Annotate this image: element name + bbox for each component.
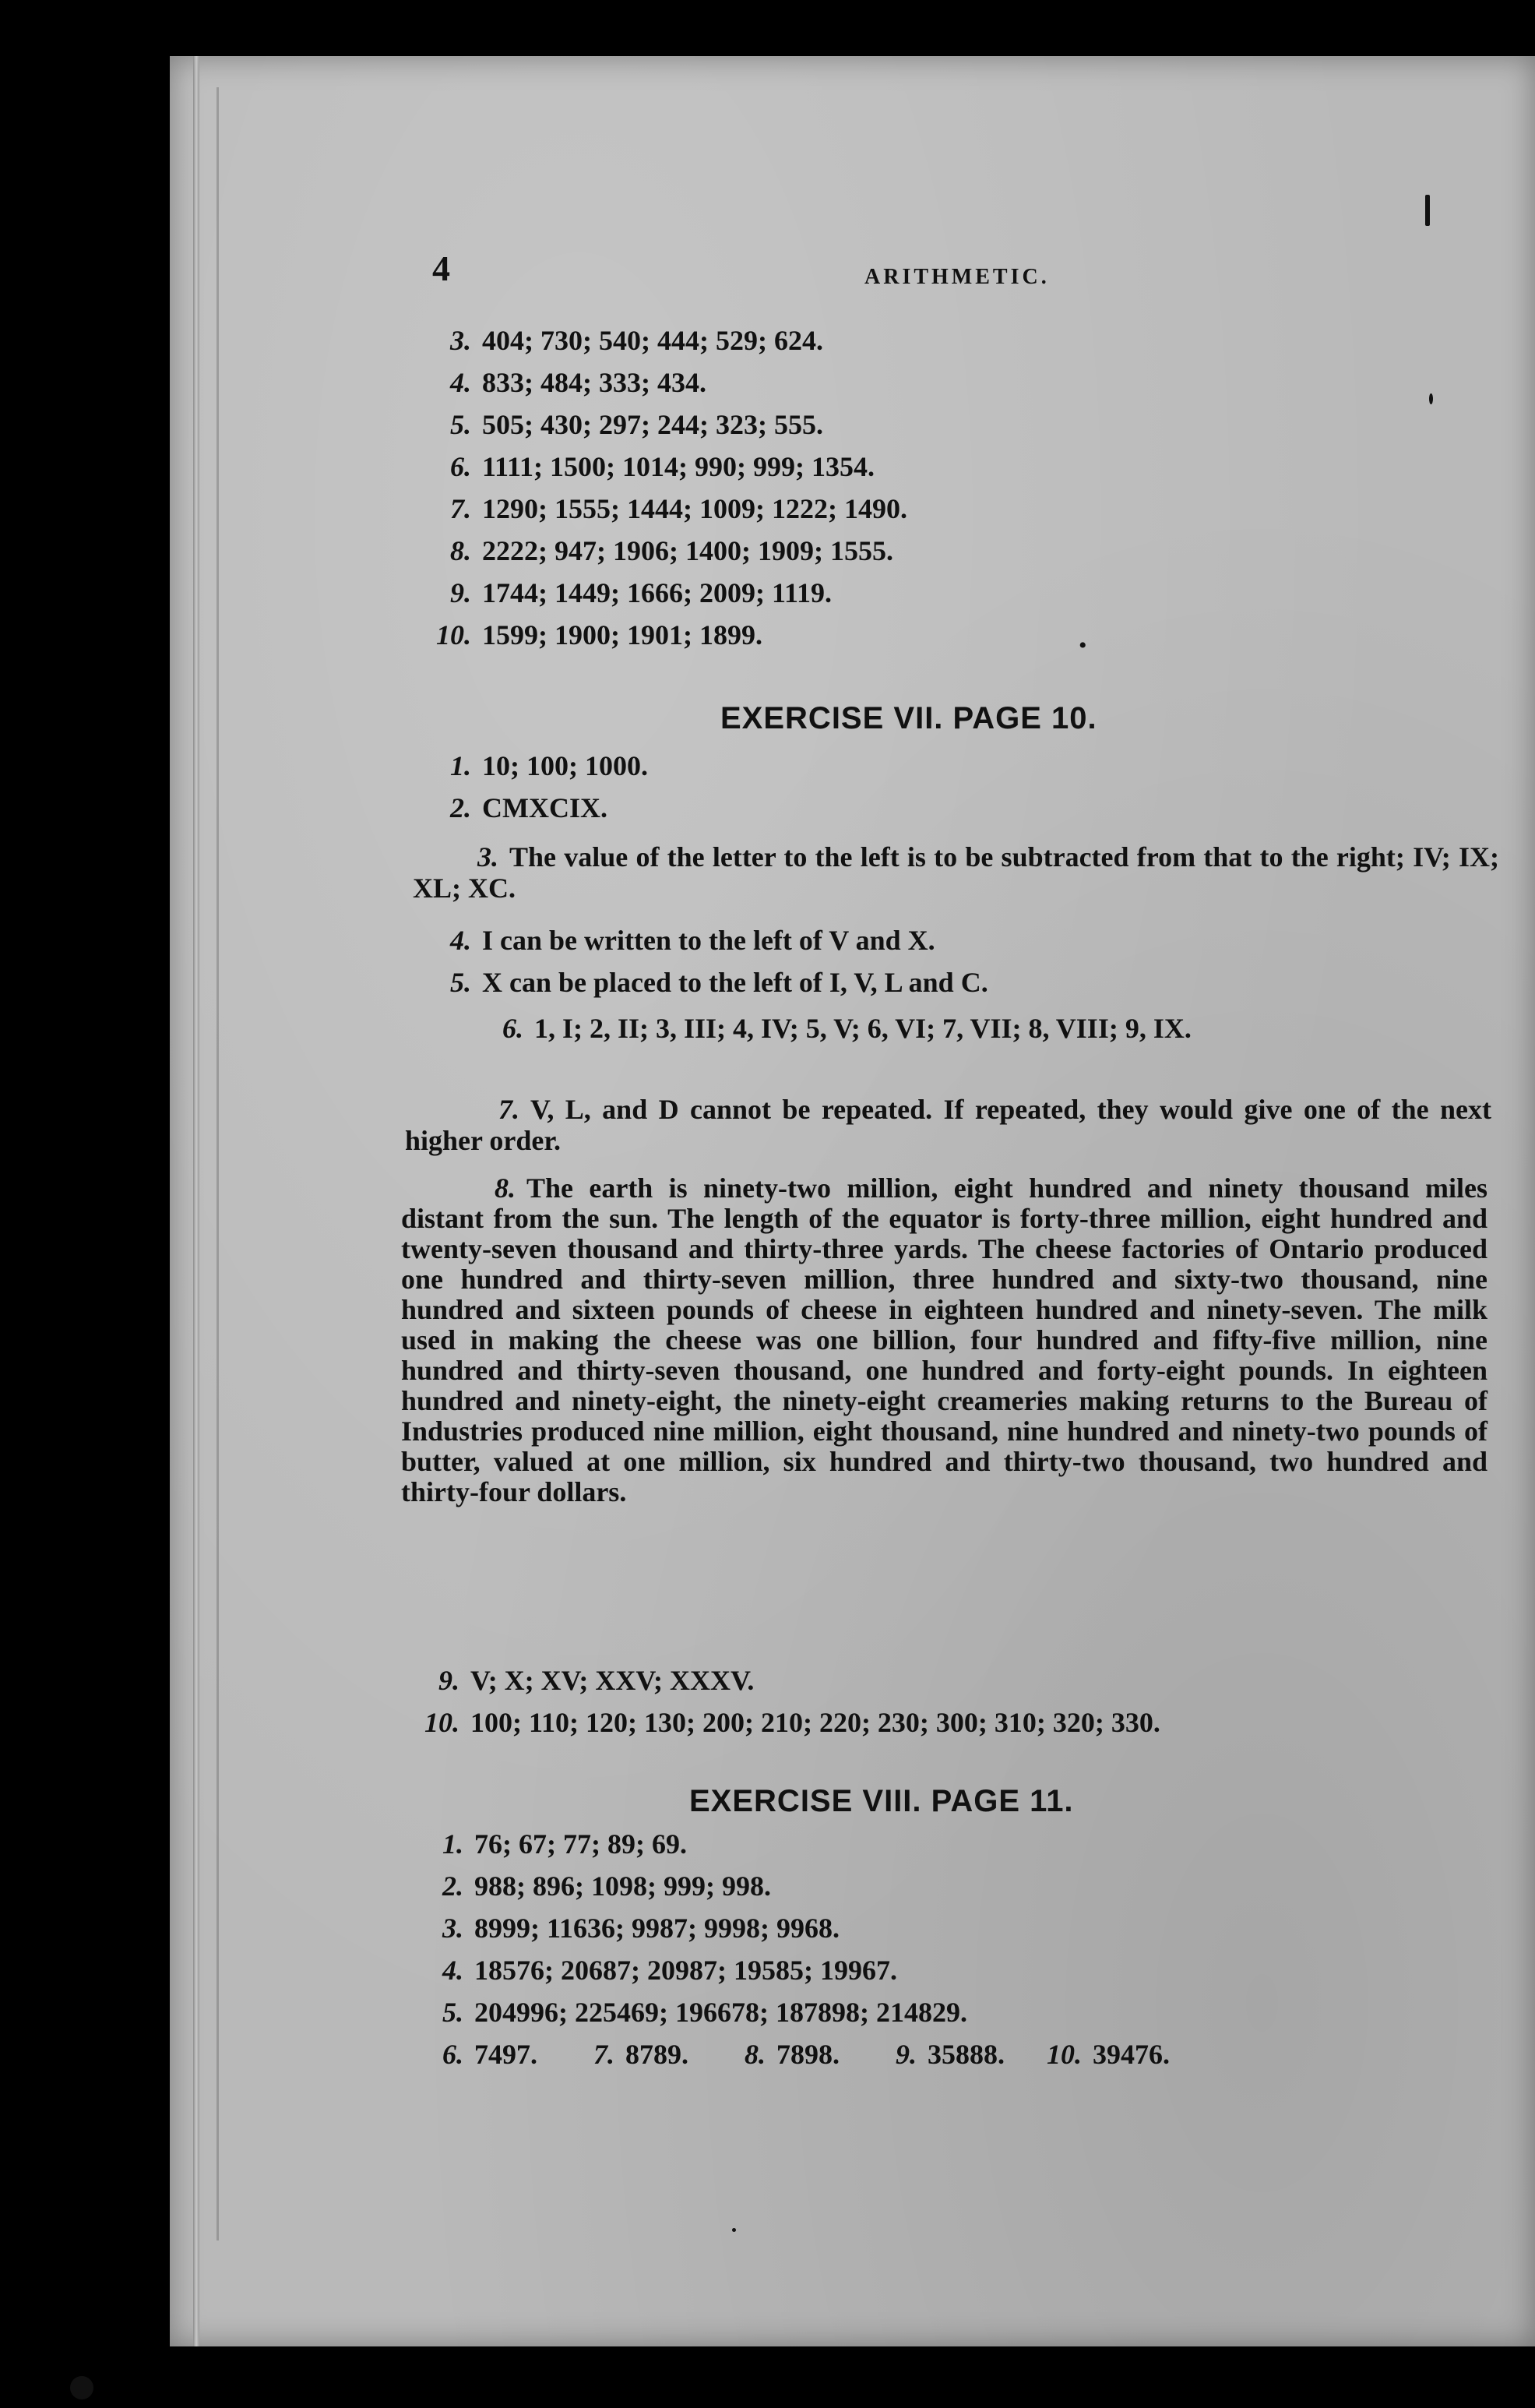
- list-item: 4. 18576; 20687; 20987; 19585; 19967.: [442, 1955, 897, 1986]
- page-binding-edge: [193, 56, 199, 2346]
- list-item: 10. 1599; 1900; 1901; 1899.: [436, 619, 762, 650]
- list-item: 10. 100; 110; 120; 130; 200; 210; 220; 230; 300; 310; 320; 330.: [424, 1707, 1160, 1738]
- exercise-7-item-7: 7. V, L, and D cannot be repeated. If repeated, they would give one of the next higher order.: [405, 1094, 1491, 1156]
- list-item: 9. 1744; 1449; 1666; 2009; 1119.: [450, 577, 832, 608]
- scan-speck: [1429, 393, 1433, 404]
- scan-speck: [70, 2376, 93, 2399]
- exercise-7-item-8: 8. The earth is ninety-two million, eight hundred and ninety thousand miles distant from the sun. The length of the equator is forty-three million, eight hundred and twenty-seven thousand and thirty-three yards. The cheese factories of Ontario produced one hundred and thirty-seven million, three hundred and sixty-two thousand, nine hundred and sixteen pounds of cheese in eighteen hundred and ninety-seven. The milk used in making the cheese was one billion, four hundred and fifty-five million, nine hundred and thirty-seven thousand, one hundred and forty-eight pounds. In eighteen hundred and ninety-eight, the ninety-eight creameries making returns to the Bureau of Industries produced nine million, eight thousand, nine hundred and ninety-two pounds of butter, valued at one million, six hundred and thirty-two thousand, two hundred and thirty-four dollars.: [401, 1172, 1487, 1507]
- exercise-8-heading: EXERCISE VIII. PAGE 11.: [689, 1784, 1074, 1818]
- exercise-7-items-4-5: [432, 919, 1499, 1003]
- exercise-7-item-3: 3. The value of the letter to the left is to be subtracted from that to the right; IV; IX; XL; XC.: [413, 841, 1499, 904]
- list-item: 5. X can be placed to the left of I, V, L and C.: [450, 967, 988, 998]
- list-item: 3. 8999; 11636; 9987; 9998; 9968.: [442, 1913, 840, 1944]
- list-item: 1. 76; 67; 77; 89; 69.: [442, 1828, 687, 1860]
- scan-speck: [732, 2228, 736, 2232]
- list-item: 4. I can be written to the left of V and X.: [450, 925, 935, 956]
- exercise-7-items: [432, 745, 1499, 829]
- list-item-row: 6. 7497. 7. 8789. 8. 7898. 9. 35888. 10. 39476.: [442, 2039, 1170, 2070]
- list-item: 2. 988; 896; 1098; 999; 998.: [442, 1870, 771, 1902]
- exercise-7-items-9-10: [421, 1659, 1503, 1743]
- list-item: 9. V; X; XV; XXV; XXXV.: [438, 1665, 755, 1696]
- page-number: 4: [432, 249, 450, 288]
- running-head: [432, 248, 1507, 294]
- page-fold-line: [217, 87, 219, 2241]
- list-item: 4. 833; 484; 333; 434.: [450, 367, 706, 398]
- top-answer-list: [432, 319, 1523, 656]
- scan-speck: [1425, 195, 1430, 226]
- list-item: 8. 2222; 947; 1906; 1400; 1909; 1555.: [450, 535, 893, 566]
- list-item: 7. 1290; 1555; 1444; 1009; 1222; 1490.: [450, 493, 907, 524]
- running-title: ARITHMETIC.: [864, 265, 1050, 289]
- list-item: 1. 10; 100; 1000.: [450, 750, 648, 781]
- list-item: 5. 505; 430; 297; 244; 323; 555.: [450, 409, 823, 440]
- list-item: 5. 204996; 225469; 196678; 187898; 214829.: [442, 1997, 967, 2028]
- exercise-7-item-6: 6. 1, I; 2, II; 3, III; 4, IV; 5, V; 6, VI; 7, VII; 8, VIII; 9, IX.: [502, 1013, 1192, 1044]
- list-item: 3. 404; 730; 540; 444; 529; 624.: [450, 325, 823, 356]
- stray-mark: •: [1079, 633, 1087, 658]
- exercise-7-heading: EXERCISE VII. PAGE 10.: [720, 701, 1097, 735]
- list-item: 2. CMXCIX.: [450, 792, 607, 823]
- exercise-8-items: [424, 1823, 1499, 2075]
- list-item: 6. 1111; 1500; 1014; 990; 999; 1354.: [450, 451, 875, 482]
